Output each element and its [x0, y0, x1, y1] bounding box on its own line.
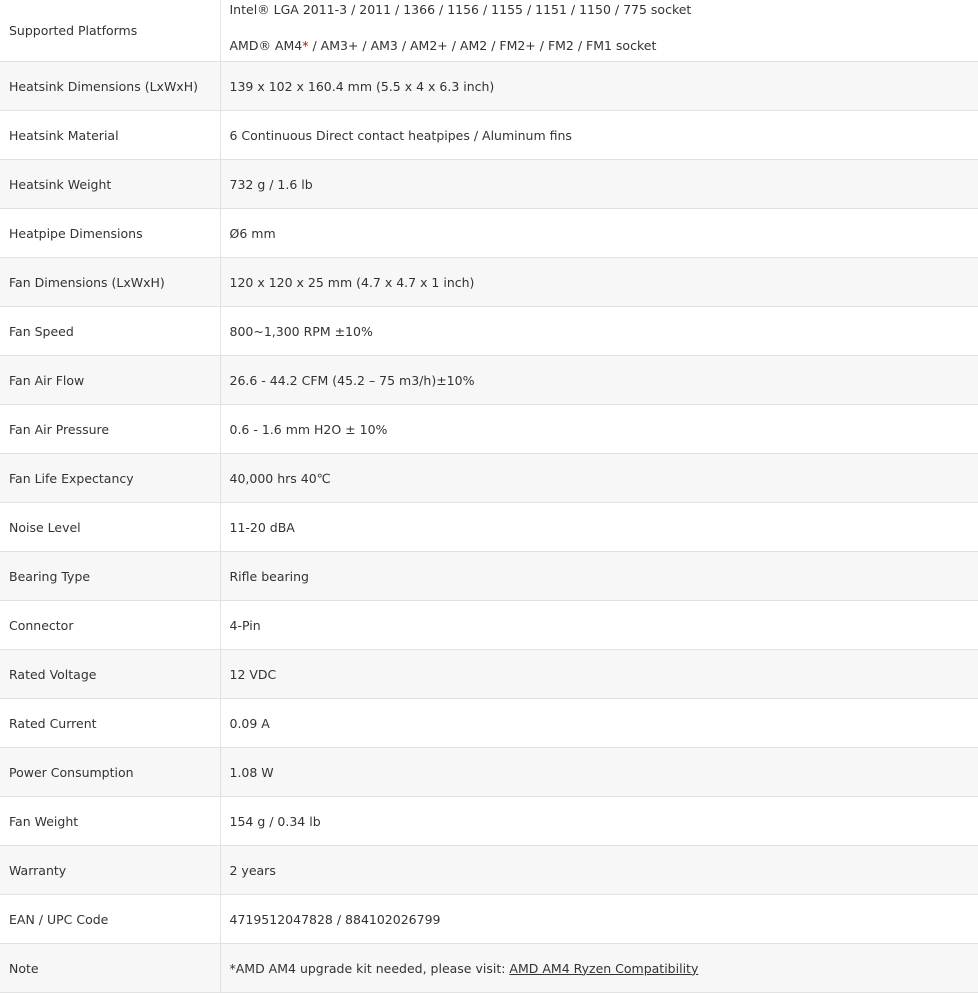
spec-label: Heatsink Dimensions (LxWxH) — [0, 62, 220, 111]
spec-value: 154 g / 0.34 lb — [220, 797, 978, 846]
spec-row — [0, 503, 978, 552]
spec-row — [0, 797, 978, 846]
spec-row-note — [0, 944, 978, 993]
spec-label: EAN / UPC Code — [0, 895, 220, 944]
spec-label: Fan Air Pressure — [0, 405, 220, 454]
spec-label: Noise Level — [0, 503, 220, 552]
spec-label: Bearing Type — [0, 552, 220, 601]
spec-label: Heatsink Weight — [0, 160, 220, 209]
spec-row — [0, 748, 978, 797]
spec-value: 120 x 120 x 25 mm (4.7 x 4.7 x 1 inch) — [220, 258, 978, 307]
spec-value: 11-20 dBA — [220, 503, 978, 552]
note-text: *AMD AM4 upgrade kit needed, please visit: — [229, 960, 510, 976]
spec-value: 4719512047828 / 884102026799 — [220, 895, 978, 944]
spec-value: 12 VDC — [220, 650, 978, 699]
spec-row — [0, 552, 978, 601]
spec-label: Note — [0, 944, 220, 993]
spec-value — [220, 0, 978, 62]
spec-value: 0.09 A — [220, 699, 978, 748]
spec-value: 139 x 102 x 160.4 mm (5.5 x 4 x 6.3 inch) — [220, 62, 978, 111]
spec-value: 4-Pin — [220, 601, 978, 650]
spec-label: Fan Life Expectancy — [0, 454, 220, 503]
spec-label: Rated Current — [0, 699, 220, 748]
spec-row — [0, 62, 978, 111]
spec-row — [0, 650, 978, 699]
spec-row — [0, 258, 978, 307]
spec-value: 732 g / 1.6 lb — [220, 160, 978, 209]
spec-label: Supported Platforms — [0, 0, 220, 62]
spec-label: Heatsink Material — [0, 111, 220, 160]
am4-compatibility-link[interactable]: AMD AM4 Ryzen Compatibility — [509, 960, 699, 976]
spec-value — [220, 944, 978, 993]
spec-value: 40,000 hrs 40℃ — [220, 454, 978, 503]
spec-value: 1.08 W — [220, 748, 978, 797]
spec-row — [0, 111, 978, 160]
am4-asterisk: * — [302, 38, 309, 53]
spec-row — [0, 356, 978, 405]
spec-value: 800~1,300 RPM ±10% — [220, 307, 978, 356]
spec-value: Ø6 mm — [220, 209, 978, 258]
spec-label: Warranty — [0, 846, 220, 895]
spec-row — [0, 699, 978, 748]
spec-row-supported-platforms — [0, 0, 978, 62]
spec-label: Fan Air Flow — [0, 356, 220, 405]
spec-label: Power Consumption — [0, 748, 220, 797]
spec-label: Connector — [0, 601, 220, 650]
spec-label: Fan Dimensions (LxWxH) — [0, 258, 220, 307]
amd-platforms — [230, 38, 978, 53]
spec-row — [0, 895, 978, 944]
spec-row — [0, 846, 978, 895]
spec-label: Heatpipe Dimensions — [0, 209, 220, 258]
spec-row — [0, 454, 978, 503]
amd-platforms-suffix: / AM3+ / AM3 / AM2+ / AM2 / FM2+ / FM2 / FM1 socket — [308, 38, 657, 53]
spec-row — [0, 209, 978, 258]
spec-row — [0, 601, 978, 650]
spec-label: Fan Speed — [0, 307, 220, 356]
spec-value: 0.6 - 1.6 mm H2O ± 10% — [220, 405, 978, 454]
amd-platforms-prefix: AMD® AM4 — [229, 38, 303, 53]
spec-label: Fan Weight — [0, 797, 220, 846]
spec-value: 26.6 - 44.2 CFM (45.2 – 75 m3/h)±10% — [220, 356, 978, 405]
spec-value: Rifle bearing — [220, 552, 978, 601]
spec-value: 2 years — [220, 846, 978, 895]
spec-row — [0, 307, 978, 356]
spec-value: 6 Continuous Direct contact heatpipes / Aluminum fins — [220, 111, 978, 160]
spec-row — [0, 160, 978, 209]
spec-label: Rated Voltage — [0, 650, 220, 699]
spec-row — [0, 405, 978, 454]
intel-platforms: Intel® LGA 2011-3 / 2011 / 1366 / 1156 / 1155 / 1151 / 1150 / 775 socket — [229, 2, 692, 17]
